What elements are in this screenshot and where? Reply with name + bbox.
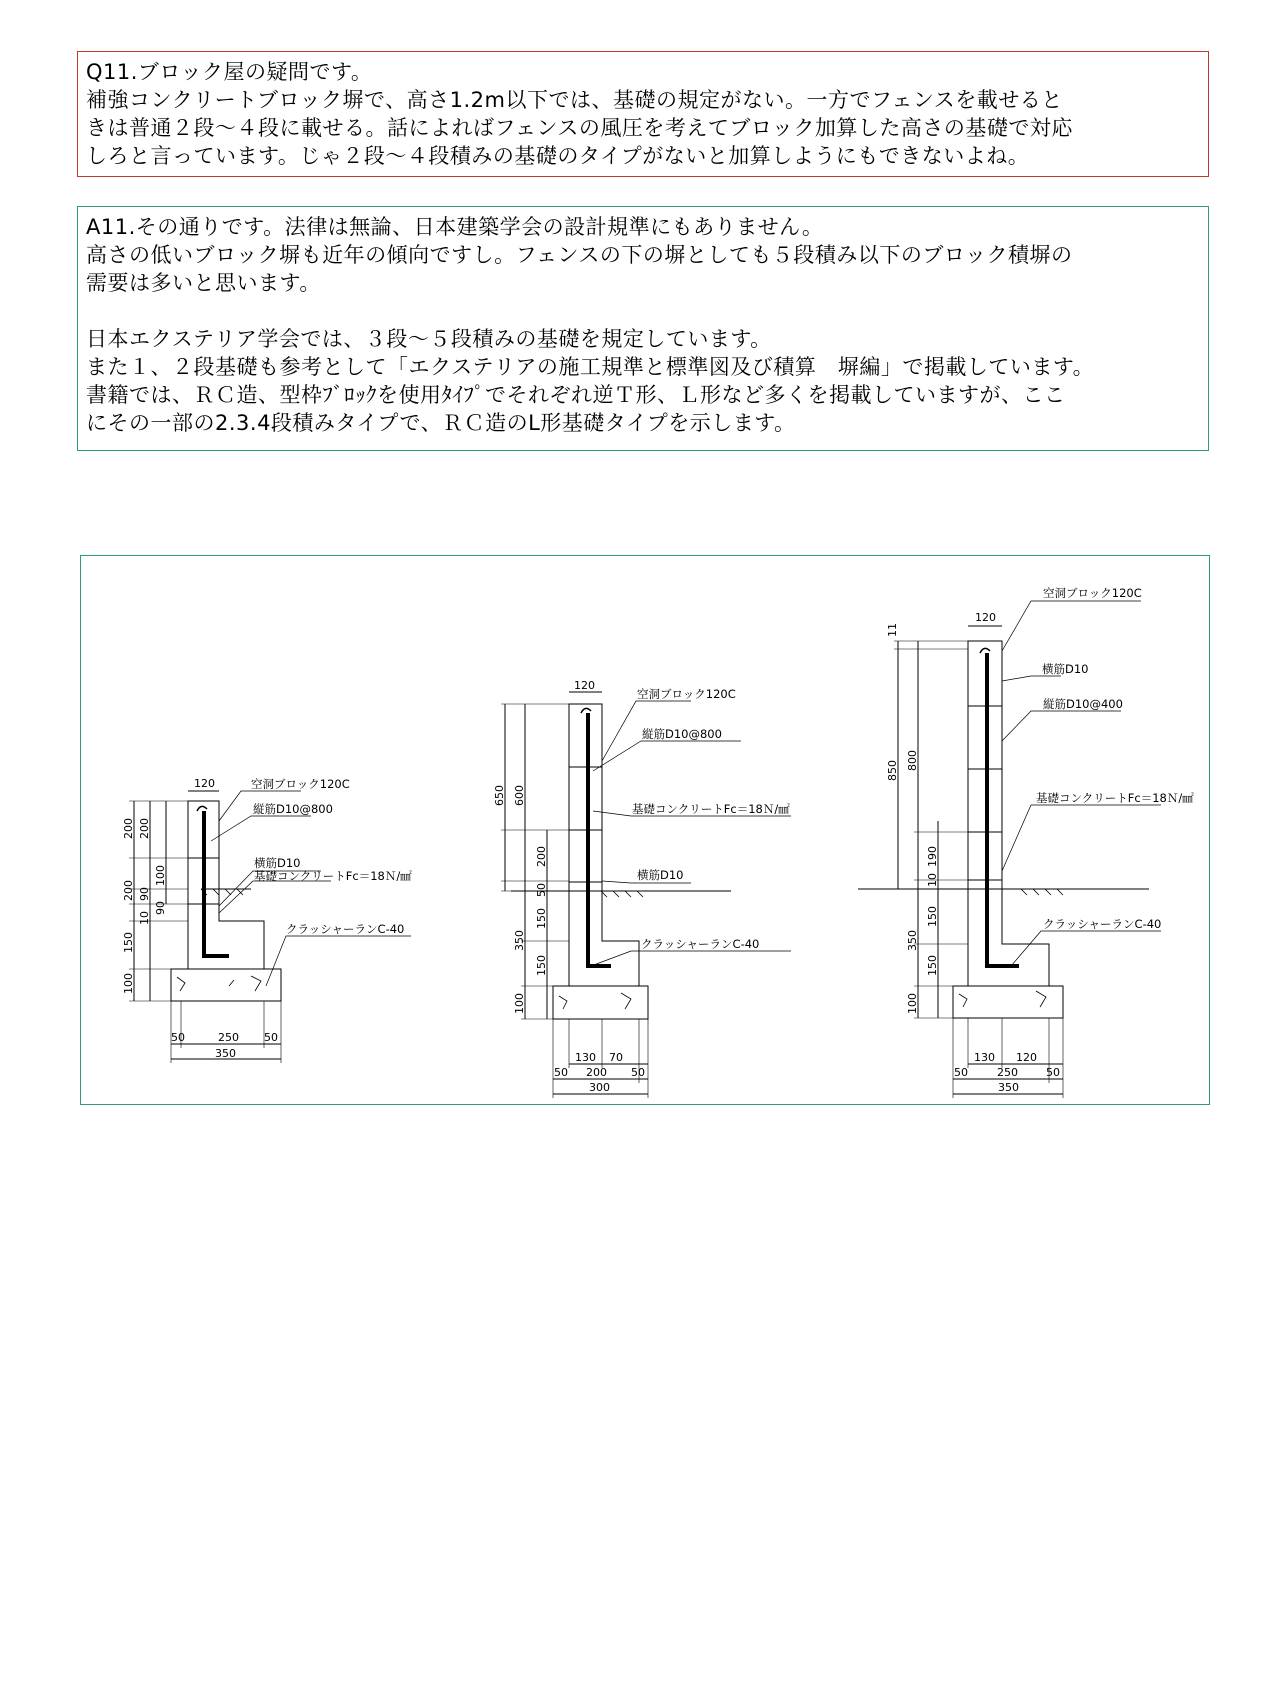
d3-dim-bottom-total: 350 (998, 1081, 1019, 1094)
d1-dim-bottom: 250 (218, 1031, 239, 1044)
d3-dim-bottom: 50 (1046, 1066, 1060, 1079)
answer-box (77, 206, 1209, 451)
answer-line: 日本エクステリア学会では、３段～５段積みの基礎を規定しています。 (86, 327, 772, 351)
d3-label-block: 空洞ブロック120C (1043, 586, 1142, 600)
d1-dim-left: 200 (122, 880, 135, 901)
question-box (77, 51, 1209, 177)
d2-dim-left: 650 (493, 785, 506, 806)
d2-dim-left: 150 (535, 955, 548, 976)
d2-dim-left: 600 (513, 785, 526, 806)
d3-label-crusher-run: クラッシャーランC-40 (1043, 917, 1162, 931)
d3-dim-bottom: 120 (1016, 1051, 1037, 1064)
d3-dim-left: 150 (926, 955, 939, 976)
d1-dim-left: 150 (122, 932, 135, 953)
d2-label-concrete: 基礎コンクリートFc＝18Ｎ/㎟ (632, 802, 790, 816)
d1-label-crusher-run: クラッシャーランC-40 (286, 922, 405, 936)
d2-dim-top: 120 (574, 679, 595, 692)
d1-dim-left: 100 (122, 973, 135, 994)
d3-dim-bottom: 50 (954, 1066, 968, 1079)
d3-dim-bottom: 130 (974, 1051, 995, 1064)
d2-dim-bottom: 130 (575, 1051, 596, 1064)
d1-dim-bottom: 50 (264, 1031, 278, 1044)
answer-line: 需要は多いと思います。 (86, 271, 321, 295)
answer-line: A11.その通りです。法律は無論、日本建築学会の設計規準にもありません。 (86, 215, 824, 239)
d3-dim-bottom: 250 (997, 1066, 1018, 1079)
foundation-drawings-svg (81, 556, 1208, 1103)
question-line: 補強コンクリートブロック塀で、高さ1.2m以下では、基礎の規定がない。一方でフェンスを載せると (86, 88, 1063, 112)
d3-dim-top: 120 (975, 611, 996, 624)
d1-dim-bottom: 50 (171, 1031, 185, 1044)
d3-dim-left: 100 (906, 993, 919, 1014)
d3-dim-left: 10 (926, 873, 939, 887)
answer-spacer (86, 297, 1200, 325)
d2-dim-left: 350 (513, 930, 526, 951)
d1-dim-left: 10 (138, 911, 151, 925)
question-line: きは普通２段～４段に載せる。話によればフェンスの風圧を考えてブロック加算した高さの基礎で対応 (86, 116, 1073, 140)
answer-line: にその一部の2.3.4段積みタイプで、ＲＣ造のL形基礎タイプを示します。 (86, 411, 796, 435)
answer-line: また１、２段基礎も参考として「エクステリアの施工規準と標準図及び積算 塀編」で掲載しています。 (86, 355, 1095, 379)
d2-label-vertical-bar: 縦筋D10@800 (642, 727, 722, 741)
d2-dim-bottom: 50 (554, 1066, 568, 1079)
d3-label-concrete: 基礎コンクリートFc＝18Ｎ/㎟ (1036, 791, 1194, 805)
d2-dim-left: 150 (535, 908, 548, 929)
d1-dim-left: 200 (122, 818, 135, 839)
d1-dim-top: 120 (194, 777, 215, 790)
d3-dim-left: 190 (926, 846, 939, 867)
question-line: Q11.ブロック屋の疑問です。 (86, 60, 373, 84)
d2-dim-left: 100 (513, 993, 526, 1014)
d3-dim-left: 150 (926, 906, 939, 927)
question-line: しろと言っています。じゃ２段～４段積みの基礎のタイプがないと加算しようにもできないよね。 (86, 144, 1030, 168)
d2-dim-bottom-total: 300 (589, 1081, 610, 1094)
d3-dim-left: 11 (886, 623, 899, 637)
d2-label-block: 空洞ブロック120C (637, 687, 736, 701)
drawing-four-course (858, 601, 1161, 1098)
d2-dim-left: 200 (535, 846, 548, 867)
d3-dim-left: 800 (906, 750, 919, 771)
d3-dim-left: 350 (906, 930, 919, 951)
d1-dim-left: 90 (154, 901, 167, 915)
drawings-panel (80, 555, 1210, 1105)
d2-label-horizontal-bar: 横筋D10 (637, 868, 684, 882)
d1-dim-left: 100 (154, 865, 167, 886)
d2-dim-left: 50 (535, 883, 548, 897)
answer-line: 書籍では、ＲＣ造、型枠ﾌﾞﾛｯｸを使用ﾀｲﾌﾟでそれぞれ逆Ｔ形、Ｌ形など多くを掲載していますが、ここ (86, 383, 1066, 407)
d2-dim-bottom: 70 (609, 1051, 623, 1064)
d1-label-vertical-bar: 縦筋D10@800 (253, 802, 333, 816)
d1-label-horizontal-bar: 横筋D10 (254, 856, 301, 870)
answer-line: 高さの低いブロック塀も近年の傾向ですし。フェンスの下の塀としても５段積み以下のブロック積塀の (86, 243, 1073, 267)
d1-label-block: 空洞ブロック120C (251, 777, 350, 791)
d1-dim-left: 90 (138, 887, 151, 901)
d2-dim-bottom: 50 (631, 1066, 645, 1079)
d1-dim-bottom-total: 350 (215, 1047, 236, 1060)
d2-label-crusher-run: クラッシャーランC-40 (641, 937, 760, 951)
d2-dim-bottom: 200 (586, 1066, 607, 1079)
d1-dim-left: 200 (138, 818, 151, 839)
d3-label-vertical-bar: 縦筋D10@400 (1043, 697, 1123, 711)
d3-label-horizontal-bar: 横筋D10 (1042, 662, 1089, 676)
d3-dim-left: 850 (886, 760, 899, 781)
d1-label-concrete: 基礎コンクリートFc＝18Ｎ/㎟ (254, 869, 412, 883)
